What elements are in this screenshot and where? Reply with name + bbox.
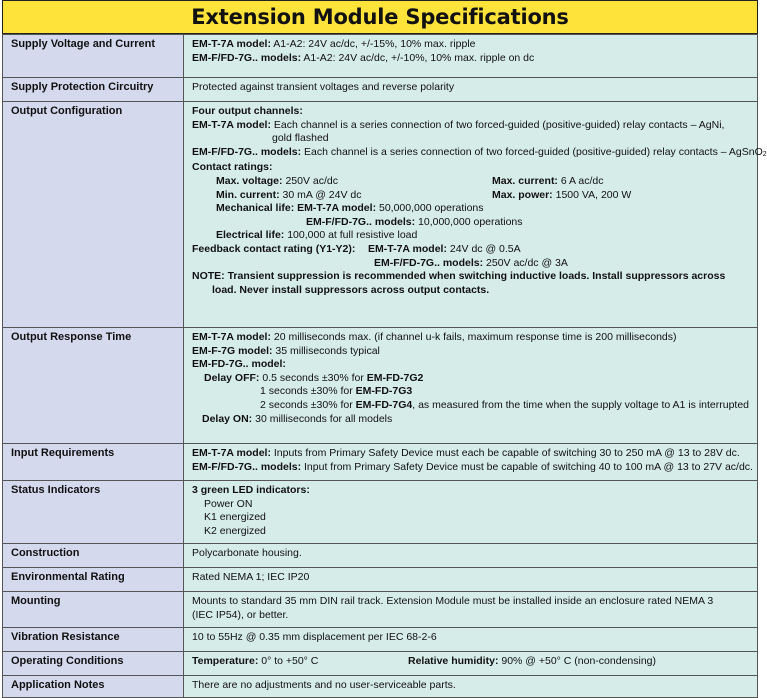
row-value: Temperature: 0° to +50° C Relative humidity: 90% @ +50° C (non-condensing) xyxy=(184,652,758,676)
row-label: Output Configuration xyxy=(3,102,184,328)
row-label: Mounting xyxy=(3,592,184,628)
row-label: Output Response Time xyxy=(3,328,184,444)
row-value: There are no adjustments and no user-serviceable parts. xyxy=(184,676,758,698)
row-value: EM-T-7A model: 20 milliseconds max. (if channel u-k fails, maximum response time is 200 milliseconds) EM-F-7G model: 35 milliseconds typical EM-FD-7G.. model: Delay OFF: 0.5 seconds ±30% for EM-FD-7G2 1 seconds ±30% for EM-FD-7G3 2 seconds ±30% for EM-FD-7G4, as measured from the time when the supply voltage to A1 is interrupted Delay ON: 30 milliseconds for all models xyxy=(184,328,758,444)
row-value: Mounts to standard 35 mm DIN rail track. Extension Module must be installed inside an enclosure rated NEMA 3 (IEC IP54), or better. xyxy=(184,592,758,628)
row-value: Rated NEMA 1; IEC IP20 xyxy=(184,568,758,592)
table-row xyxy=(3,78,758,102)
row-label: Vibration Resistance xyxy=(3,628,184,652)
table-row xyxy=(3,592,758,628)
row-label: Environmental Rating xyxy=(3,568,184,592)
table-row xyxy=(3,35,758,78)
table-row xyxy=(3,481,758,544)
row-value: 10 to 55Hz @ 0.35 mm displacement per IEC 68-2-6 xyxy=(184,628,758,652)
row-label: Construction xyxy=(3,544,184,568)
row-value: Protected against transient voltages and reverse polarity xyxy=(184,78,758,102)
row-label: Status Indicators xyxy=(3,481,184,544)
table-row xyxy=(3,544,758,568)
row-value: 3 green LED indicators: Power ON K1 energized K2 energized xyxy=(184,481,758,544)
table-row xyxy=(3,444,758,481)
row-label: Supply Protection Circuitry xyxy=(3,78,184,102)
spec-table xyxy=(2,34,767,698)
row-label: Supply Voltage and Current xyxy=(3,35,184,78)
page-title: Extension Module Specifications xyxy=(2,0,758,34)
table-row xyxy=(3,652,758,676)
table-row xyxy=(3,328,758,444)
row-value: EM-T-7A model: Inputs from Primary Safety Device must each be capable of switching 30 to 250 mA @ 13 to 28V dc. EM-F/FD-7G.. models: Input from Primary Safety Device must be capable of switching 40 to 100 mA @ 13 to 27V ac/dc. xyxy=(184,444,758,481)
spec-sheet xyxy=(2,0,767,698)
table-row xyxy=(3,676,758,698)
row-label: Input Requirements xyxy=(3,444,184,481)
table-row xyxy=(3,102,758,328)
row-value: Four output channels: EM-T-7A model: Each channel is a series connection of two forced-guided (positive-guided) relay contacts – AgNi, gold flashed EM-F/FD-7G.. models: Each channel is a series connection of two forced-guided (positive-guided) relay contacts – AgSnO2 Contact ratings: Max. voltage: 250V ac/dc Max. current: 6 A ac/dc Min. current: 30 mA @ 24V dc Max. power: 1500 VA, 200 W Mechanical life: EM-T-7A model: 50,000,000 operations EM-F/FD-7G.. models: 10,000,000 operations Electrical life: 100,000 at full resistive load Feedback contact rating (Y1-Y2): EM-T-7A model: 24V dc @ 0.5A EM-F/FD-7G.. models: 250V ac/dc @ 3A NOTE: Transient suppression is recommended when switching inductive loads. Install suppressors across load. Never install suppressors across output contacts. xyxy=(184,102,758,328)
table-row xyxy=(3,628,758,652)
row-value: EM-T-7A model: A1-A2: 24V ac/dc, +/-15%, 10% max. ripple EM-F/FD-7G.. models: A1-A2: 24V ac/dc, +/-10%, 10% max. ripple on dc xyxy=(184,35,758,78)
row-value: Polycarbonate housing. xyxy=(184,544,758,568)
table-row xyxy=(3,568,758,592)
row-label: Operating Conditions xyxy=(3,652,184,676)
row-label: Application Notes xyxy=(3,676,184,698)
